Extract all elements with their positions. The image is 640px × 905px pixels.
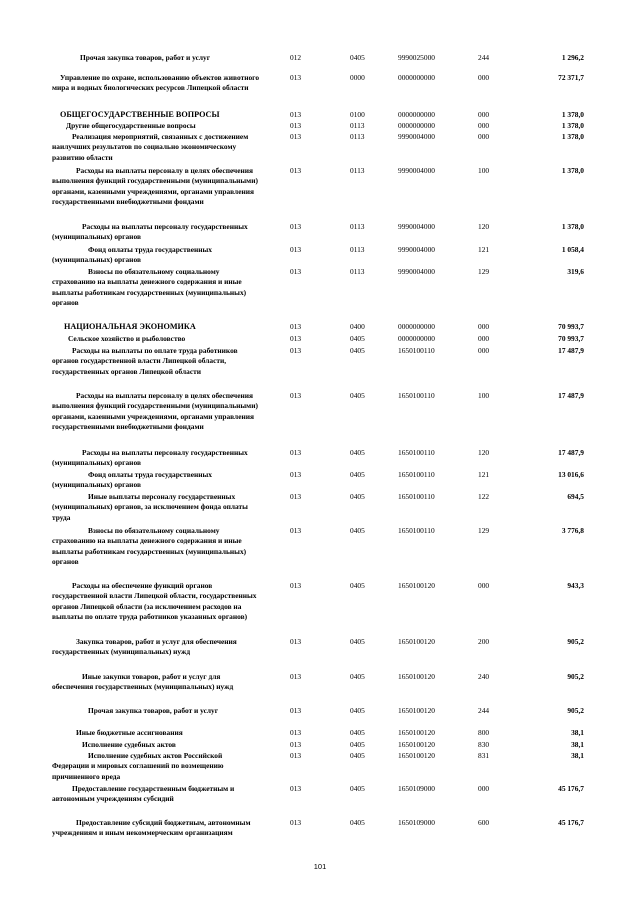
target-article-code: 1650109000 [398, 784, 435, 793]
expense-type-code: 244 [478, 53, 490, 62]
expense-type-code: 100 [478, 391, 490, 400]
ministry-code: 013 [290, 110, 302, 119]
expense-type-code: 000 [478, 581, 490, 590]
target-article-code: 1650100110 [398, 346, 435, 355]
expense-type-code: 122 [478, 492, 490, 501]
section-code: 0113 [350, 222, 365, 231]
row-name: Исполнение судебных актов [82, 740, 176, 749]
row-name: Расходы на обеспечение функций органов государственной власти Липецкой области, государственных органов Липецкой области (за исключением расходов на выплаты по оплате труда работников указанных органов) [52, 581, 257, 621]
amount: 1 378,0 [561, 110, 584, 119]
ministry-code: 013 [290, 166, 302, 175]
ministry-code: 013 [290, 581, 302, 590]
target-article-code: 1650100120 [398, 751, 435, 760]
target-article-code: 9990004000 [398, 166, 435, 175]
target-article-code: 1650100110 [398, 470, 435, 479]
amount: 694,5 [567, 492, 584, 501]
row-name: Предоставление государственным бюджетным и автономным учреждениям субсидий [52, 784, 235, 804]
amount: 45 176,7 [558, 818, 584, 827]
section-code: 0405 [350, 346, 365, 355]
target-article-code: 1650100110 [398, 492, 435, 501]
expense-type-code: 120 [478, 448, 490, 457]
target-article-code: 0000000000 [398, 322, 435, 331]
amount: 17 487,9 [558, 448, 584, 457]
row-name: Иные выплаты персоналу государственных (муниципальных) органов, за исключением фонда оплаты труда [52, 492, 248, 522]
expense-type-code: 200 [478, 637, 490, 646]
section-code: 0405 [350, 391, 365, 400]
row-name: Расходы на выплаты персоналу в целях обеспечения выполнения функций государственными (муниципальными) органами, казенными учреждениями, органами управления государственными внебюджетными фондами [52, 166, 258, 206]
ministry-code: 013 [290, 222, 302, 231]
expense-type-code: 129 [478, 526, 490, 535]
amount: 13 016,6 [558, 470, 584, 479]
ministry-code: 013 [290, 526, 302, 535]
expense-type-code: 800 [478, 728, 490, 737]
section-code: 0405 [350, 706, 365, 715]
ministry-code: 013 [290, 334, 302, 343]
section-code: 0113 [350, 132, 365, 141]
target-article-code: 9990004000 [398, 245, 435, 254]
target-article-code: 1650100110 [398, 448, 435, 457]
row-name: Закупка товаров, работ и услуг для обеспечения государственных (муниципальных) нужд [52, 637, 237, 657]
section-code: 0113 [350, 267, 365, 276]
row-name: Предоставление субсидий бюджетным, автономным учреждениям и иным некоммерческим организациям [52, 818, 251, 838]
section-code: 0000 [350, 73, 365, 82]
row-name: ОБЩЕГОСУДАРСТВЕННЫЕ ВОПРОСЫ [60, 110, 220, 119]
expense-type-code: 121 [478, 470, 490, 479]
ministry-code: 013 [290, 448, 302, 457]
amount: 17 487,9 [558, 391, 584, 400]
section-code: 0400 [350, 322, 365, 331]
row-name: Фонд оплаты труда государственных (муниципальных) органов [52, 470, 212, 490]
expense-type-code: 120 [478, 222, 490, 231]
row-name: Взносы по обязательному социальному страхованию на выплаты денежного содержания и иные выплаты работникам государственных (муниципальных) органов [52, 526, 247, 566]
row-name: Расходы на выплаты персоналу в целях обеспечения выполнения функций государственными (муниципальными) органами, казенными учреждениями, органами управления государственными внебюджетными фондами [52, 391, 258, 431]
target-article-code: 0000000000 [398, 334, 435, 343]
row-name: Взносы по обязательному социальному страхованию на выплаты денежного содержания и иные выплаты работникам государственных (муниципальных) органов [52, 267, 247, 307]
ministry-code: 013 [290, 637, 302, 646]
target-article-code: 1650100120 [398, 672, 435, 681]
section-code: 0405 [350, 581, 365, 590]
target-article-code: 9990004000 [398, 267, 435, 276]
ministry-code: 013 [290, 391, 302, 400]
section-code: 0405 [350, 526, 365, 535]
amount: 1 378,0 [561, 222, 584, 231]
expense-type-code: 000 [478, 73, 490, 82]
amount: 38,1 [571, 740, 584, 749]
amount: 319,6 [567, 267, 584, 276]
expense-type-code: 000 [478, 784, 490, 793]
row-name: Расходы на выплаты персоналу государственных (муниципальных) органов [52, 222, 248, 242]
row-name: Фонд оплаты труда государственных (муниципальных) органов [52, 245, 212, 265]
section-code: 0405 [350, 637, 365, 646]
amount: 3 776,8 [561, 526, 584, 535]
section-code: 0113 [350, 166, 365, 175]
amount: 905,2 [567, 637, 584, 646]
section-code: 0405 [350, 751, 365, 760]
ministry-code: 013 [290, 73, 302, 82]
target-article-code: 9990004000 [398, 132, 435, 141]
row-name: Прочая закупка товаров, работ и услуг [88, 706, 219, 715]
amount: 45 176,7 [558, 784, 584, 793]
expense-type-code: 000 [478, 334, 490, 343]
ministry-code: 013 [290, 784, 302, 793]
row-name: НАЦИОНАЛЬНАЯ ЭКОНОМИКА [64, 322, 196, 331]
ministry-code: 013 [290, 267, 302, 276]
expense-type-code: 121 [478, 245, 490, 254]
amount: 70 993,7 [558, 334, 584, 343]
expense-type-code: 000 [478, 346, 490, 355]
expense-type-code: 129 [478, 267, 490, 276]
section-code: 0405 [350, 470, 365, 479]
section-code: 0405 [350, 818, 365, 827]
ministry-code: 013 [290, 470, 302, 479]
amount: 1 378,0 [561, 166, 584, 175]
target-article-code: 1650100120 [398, 740, 435, 749]
row-name: Прочая закупка товаров, работ и услуг [80, 53, 211, 62]
section-code: 0405 [350, 784, 365, 793]
ministry-code: 013 [290, 346, 302, 355]
ministry-code: 013 [290, 121, 302, 130]
ministry-code: 013 [290, 818, 302, 827]
expense-type-code: 240 [478, 672, 490, 681]
target-article-code: 1650109000 [398, 818, 435, 827]
amount: 1 378,0 [561, 132, 584, 141]
expense-type-code: 000 [478, 322, 490, 331]
row-name: Другие общегосударственные вопросы [66, 121, 196, 130]
row-name: Управление по охране, использованию объектов животного мира и водных биологических ресурсов Липецкой области [52, 73, 260, 93]
row-name: Расходы на выплаты по оплате труда работников органов государственной власти Липецкой области, государственных органов Липецкой области [52, 346, 238, 376]
target-article-code: 1650100110 [398, 526, 435, 535]
row-name: Расходы на выплаты персоналу государственных (муниципальных) органов [52, 448, 248, 468]
ministry-code: 013 [290, 728, 302, 737]
expense-type-code: 830 [478, 740, 490, 749]
target-article-code: 1650100110 [398, 391, 435, 400]
target-article-code: 1650100120 [398, 728, 435, 737]
ministry-code: 012 [290, 53, 302, 62]
target-article-code: 0000000000 [398, 110, 435, 119]
amount: 38,1 [571, 751, 584, 760]
target-article-code: 9990004000 [398, 222, 435, 231]
ministry-code: 013 [290, 322, 302, 331]
amount: 70 993,7 [558, 322, 584, 331]
page-number: 101 [313, 862, 327, 871]
section-code: 0405 [350, 672, 365, 681]
row-name: Сельское хозяйство и рыболовство [68, 334, 186, 343]
target-article-code: 0000000000 [398, 121, 435, 130]
target-article-code: 1650100120 [398, 637, 435, 646]
amount: 905,2 [567, 672, 584, 681]
expense-type-code: 600 [478, 818, 490, 827]
target-article-code: 1650100120 [398, 581, 435, 590]
section-code: 0405 [350, 492, 365, 501]
section-code: 0405 [350, 740, 365, 749]
section-code: 0100 [350, 110, 365, 119]
expense-type-code: 000 [478, 132, 490, 141]
amount: 943,3 [567, 581, 584, 590]
row-name: Реализация мероприятий, связанных с достижением наилучших результатов по социально экономическому развитию области [52, 132, 249, 162]
target-article-code: 0000000000 [398, 73, 435, 82]
expense-type-code: 000 [478, 121, 490, 130]
row-name: Исполнение судебных актов Российской Федерации и мировых соглашений по возмещению причиненного вреда [52, 751, 224, 781]
expense-type-code: 831 [478, 751, 490, 760]
row-name: Иные закупки товаров, работ и услуг для обеспечения государственных (муниципальных) нужд [52, 672, 234, 692]
amount: 72 371,7 [558, 73, 584, 82]
target-article-code: 1650100120 [398, 706, 435, 715]
section-code: 0113 [350, 121, 365, 130]
amount: 1 058,4 [561, 245, 584, 254]
amount: 1 378,0 [561, 121, 584, 130]
row-name: Иные бюджетные ассигнования [76, 728, 183, 737]
expense-type-code: 100 [478, 166, 490, 175]
amount: 17 487,9 [558, 346, 584, 355]
expense-type-code: 244 [478, 706, 490, 715]
ministry-code: 013 [290, 706, 302, 715]
ministry-code: 013 [290, 492, 302, 501]
expense-type-code: 000 [478, 110, 490, 119]
amount: 905,2 [567, 706, 584, 715]
ministry-code: 013 [290, 132, 302, 141]
amount: 38,1 [571, 728, 584, 737]
ministry-code: 013 [290, 740, 302, 749]
section-code: 0405 [350, 334, 365, 343]
section-code: 0405 [350, 728, 365, 737]
section-code: 0405 [350, 53, 365, 62]
section-code: 0405 [350, 448, 365, 457]
ministry-code: 013 [290, 245, 302, 254]
amount: 1 296,2 [561, 53, 584, 62]
ministry-code: 013 [290, 672, 302, 681]
ministry-code: 013 [290, 751, 302, 760]
section-code: 0113 [350, 245, 365, 254]
target-article-code: 9990025000 [398, 53, 435, 62]
